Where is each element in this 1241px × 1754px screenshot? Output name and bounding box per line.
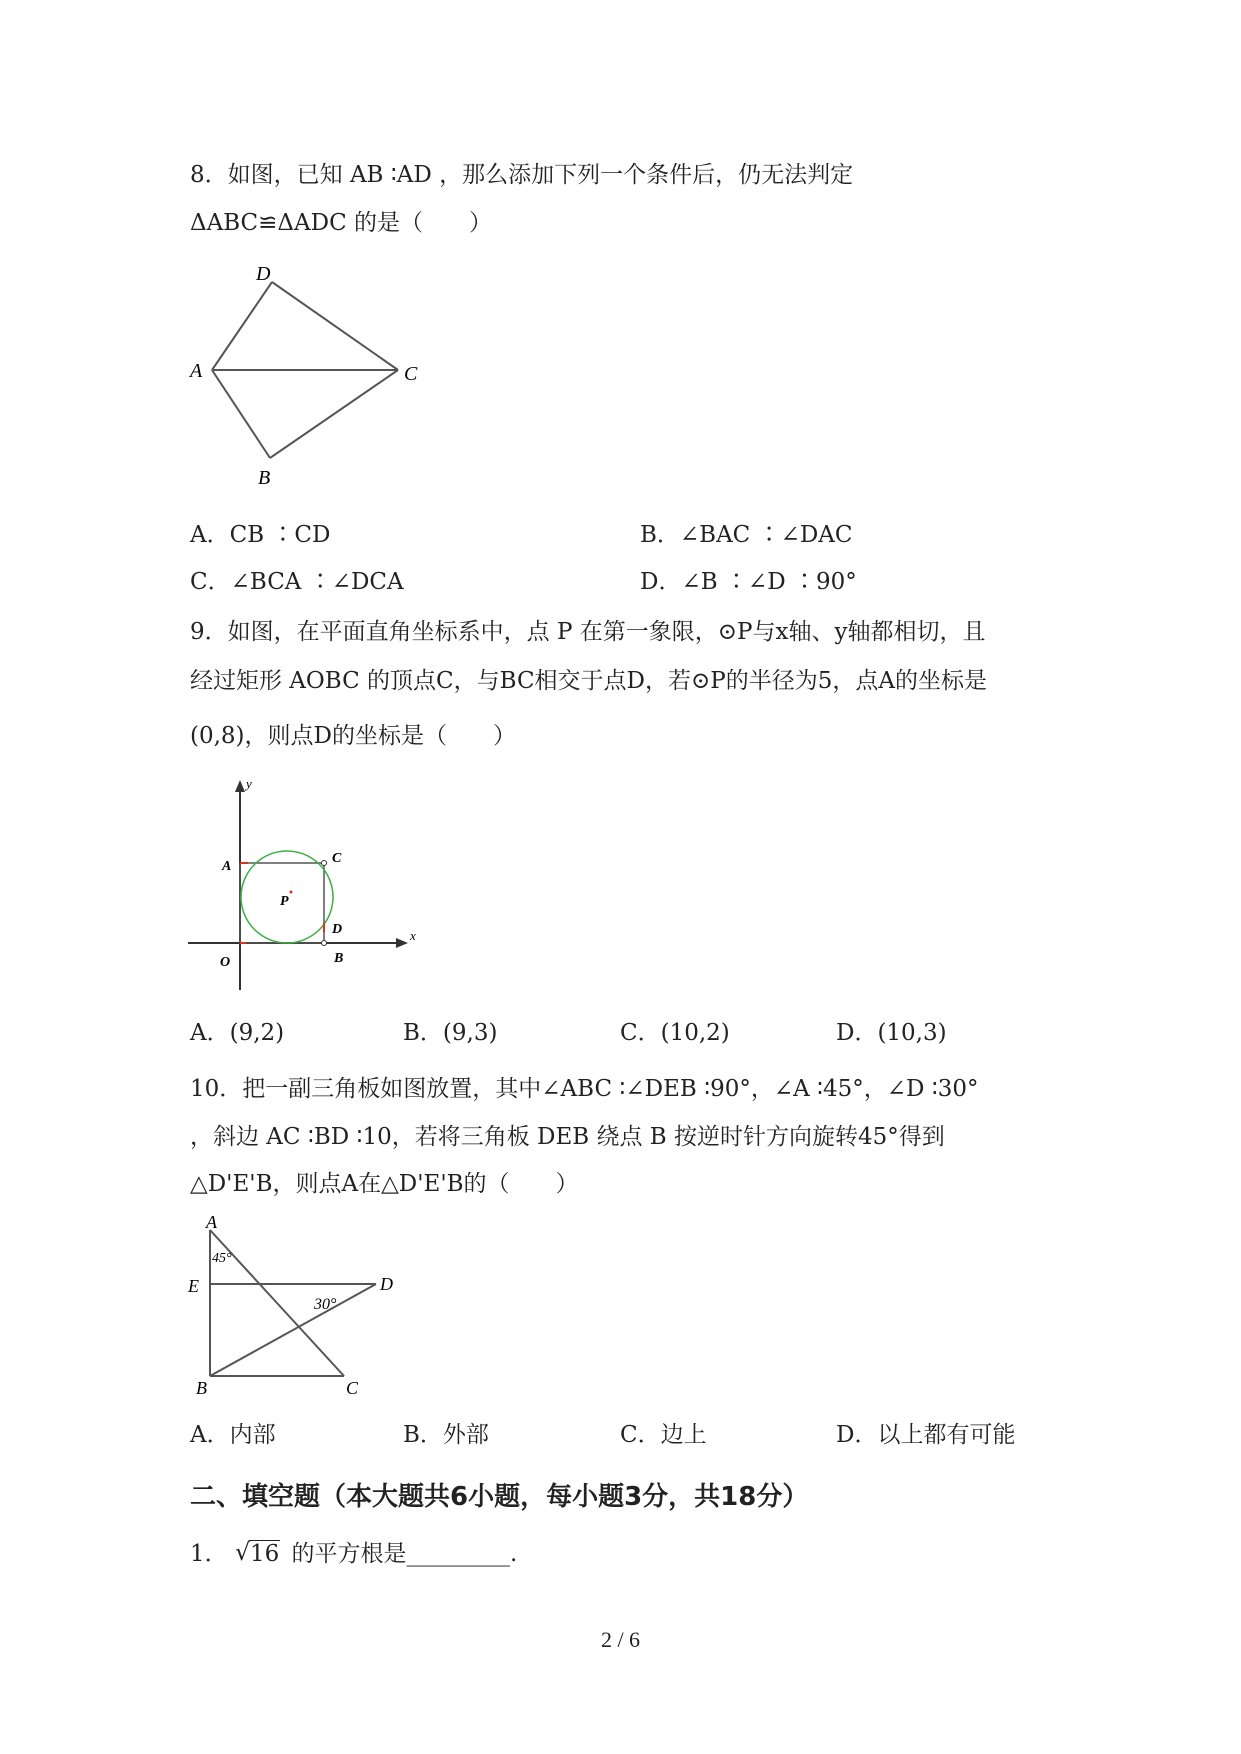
q8-label-c: C — [404, 363, 418, 385]
q8-option-c: C．∠BCA ∶∠DCA — [190, 569, 404, 595]
q10-option-a: A．内部 — [190, 1422, 276, 1448]
q8-option-b: B．∠BAC ∶∠DAC — [640, 522, 853, 548]
q8-quadrilateral — [212, 282, 398, 458]
q9-label-d: D — [332, 922, 343, 937]
q9-label-a: A — [222, 859, 232, 874]
q9-label-c: C — [332, 851, 342, 866]
q10-line-1: 10．把一副三角板如图放置，其中∠ABC ∶∠DEB ∶90°，∠A ∶45°，∠D ∶30° — [190, 1076, 979, 1102]
q10-figure — [186, 1212, 406, 1397]
q10-line-2: ，斜边 AC ∶BD ∶10，若将三角板 DEB 绕点 B 按逆时针方向旋转45°得到 — [190, 1124, 945, 1150]
q10-option-d: D．以上都有可能 — [836, 1422, 1016, 1448]
sqrt-radicand: 16 — [249, 1541, 280, 1567]
q9-line-1: 9．如图，在平面直角坐标系中，点 P 在第一象限，⊙P与x轴、y轴都相切，且 — [190, 619, 986, 645]
q10-label-c: C — [346, 1378, 359, 1398]
q9-label-x: x — [410, 928, 416, 943]
q9-option-b: B．(9,3) — [403, 1020, 498, 1046]
q9-line-2: 经过矩形 AOBC 的顶点C，与BC相交于点D，若⊙P的半径为5，点A的坐标是 — [190, 668, 987, 694]
q8-label-b: B — [258, 467, 271, 489]
q10-label-e: E — [188, 1276, 199, 1296]
q9-option-d: D．(10,3) — [836, 1020, 947, 1046]
q10-option-c: C．边上 — [620, 1422, 707, 1448]
fill-question-1 — [190, 1539, 517, 1569]
q10-label-45: 45° — [212, 1251, 232, 1266]
sqrt-expression — [235, 1539, 280, 1569]
q8-option-d: D．∠B ∶∠D ∶90° — [640, 569, 857, 595]
section-2-title: 二、填空题（本大题共6小题，每小题3分，共18分） — [190, 1482, 809, 1512]
q8-label-d: D — [256, 263, 271, 285]
radical-sign-icon: √ — [234, 1538, 251, 1566]
q9-option-a: A．(9,2) — [190, 1020, 285, 1046]
fill-1-text: 的平方根是_________. — [291, 1541, 518, 1567]
q9-line-3: (0,8)，则点D的坐标是（ ） — [190, 723, 516, 749]
q9-label-b: B — [334, 951, 344, 966]
page-number: 2 / 6 — [600, 1627, 641, 1652]
q8-figure — [190, 262, 450, 492]
q10-label-30: 30° — [314, 1296, 337, 1313]
q8-option-a: A．CB ∶CD — [190, 522, 331, 548]
q9-option-c: C．(10,2) — [620, 1020, 730, 1046]
q9-label-o: O — [220, 955, 231, 970]
q10-line-3: △D'E'B，则点A在△D'E'B的（ ） — [190, 1171, 579, 1197]
q10-label-d: D — [380, 1274, 393, 1294]
q8-label-a: A — [190, 360, 203, 382]
q9-label-p: P — [280, 894, 289, 909]
q8-line-1: 8．如图，已知 AB ∶AD ，那么添加下列一个条件后，仍无法判定 — [190, 162, 854, 188]
q9-figure — [188, 776, 428, 990]
q10-option-b: B．外部 — [403, 1422, 489, 1448]
q9-label-y: y — [246, 776, 252, 791]
q10-label-a: A — [206, 1212, 217, 1232]
fill-1-number: 1． — [190, 1541, 228, 1567]
q8-line-2: ΔABC≌ΔADC 的是（ ） — [190, 210, 492, 236]
q10-label-b: B — [196, 1378, 207, 1398]
